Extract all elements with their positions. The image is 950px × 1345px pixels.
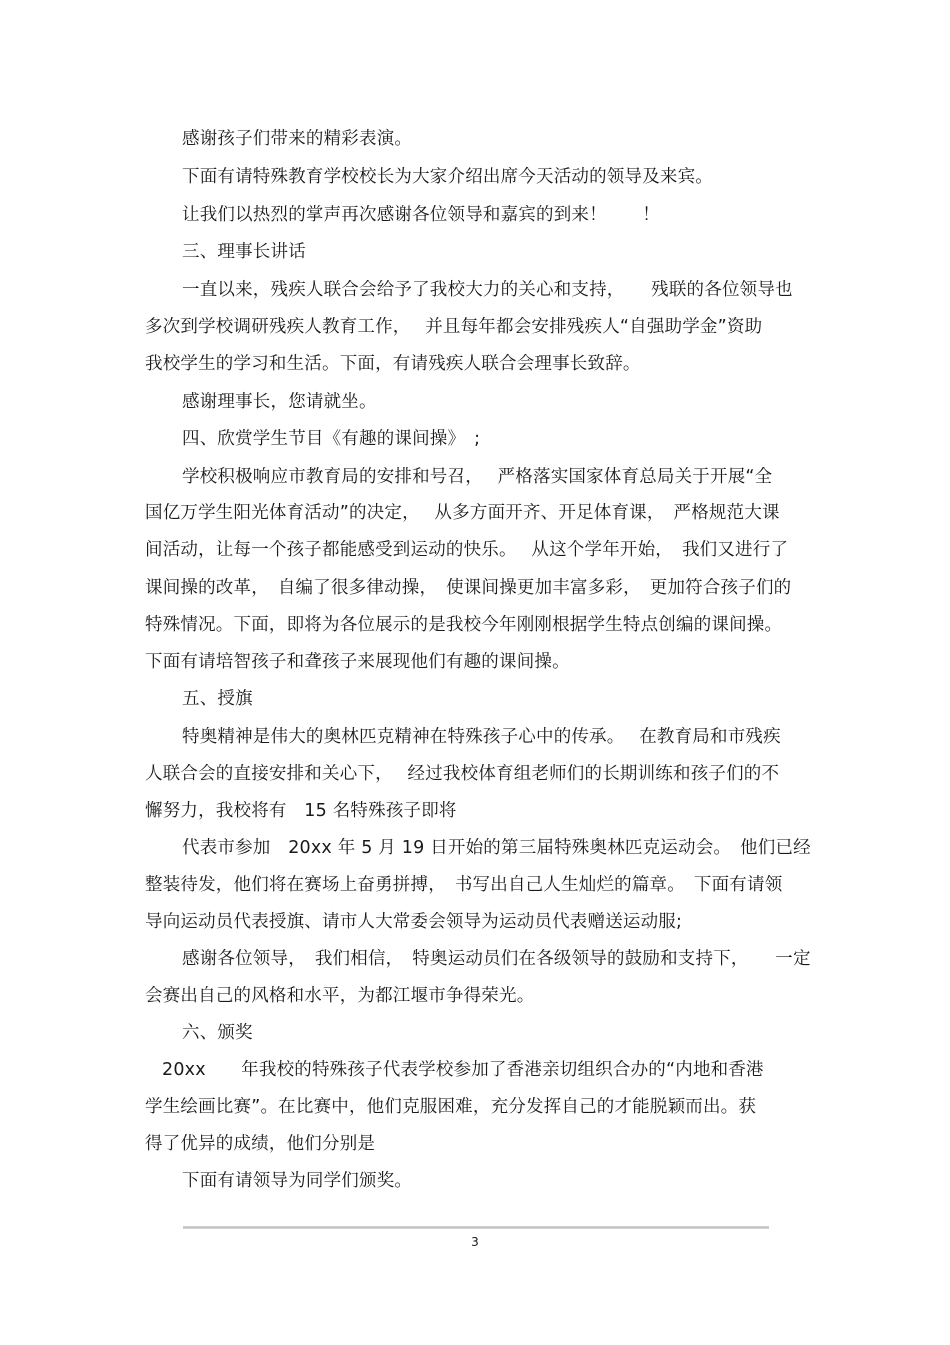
page-number: 3: [471, 1235, 479, 1249]
text-line: 导向运动员代表授旗、请市人大常委会领导为运动员代表赠送运动服;: [145, 912, 683, 932]
section-heading: 三、理事长讲话: [182, 242, 306, 262]
text-line: 让我们以热烈的掌声再次感谢各位领导和嘉宾的到来！ ！: [182, 205, 660, 225]
text-line: 课间操的改革， 自编了很多律动操， 使课间操更加丰富多彩， 更加符合孩子们的: [145, 578, 792, 598]
text-line: 特奥精神是伟大的奥林匹克精神在特殊孩子心中的传承。 在教育局和市残疾: [182, 727, 781, 747]
text-line: 感谢孩子们带来的精彩表演。: [182, 129, 413, 149]
section-heading: 四、欣赏学生节目《有趣的课间操》 ;: [182, 429, 481, 449]
text-line: 懈努力，我校将有 15 名特殊孩子即将: [145, 801, 457, 821]
text-line: 间活动，让每一个孩子都能感受到运动的快乐。 从这个学年开始， 我们又进行了: [145, 540, 789, 560]
text-line: 下面有请特殊教育学校校长为大家介绍出席今天活动的领导及来宾。: [182, 167, 713, 187]
footer-divider: [183, 1226, 769, 1229]
text-line: 国亿万学生阳光体育活动”的决定， 从多方面开齐、开足体育课， 严格规范大课: [145, 503, 780, 523]
text-line: 下面有请领导为同学们颁奖。: [182, 1171, 413, 1191]
text-line: 20xx 年我校的特殊孩子代表学校参加了香港亲切组织合办的“内地和香港: [162, 1060, 764, 1080]
text-line: 下面有请培智孩子和聋孩子来展现他们有趣的课间操。: [145, 652, 570, 672]
text-line: 得了优异的成绩，他们分别是: [145, 1134, 376, 1154]
text-line: 感谢各位领导， 我们相信， 特奥运动员们在各级领导的鼓励和支持下， 一定: [182, 949, 811, 969]
text-line: 人联合会的直接安排和关心下， 经过我校体育组老师们的长期训练和孩子们的不: [145, 764, 780, 784]
text-line: 一直以来，残疾人联合会给予了我校大力的关心和支持， 残联的各位领导也: [182, 280, 793, 300]
section-heading: 五、授旗: [182, 689, 253, 709]
text-line: 学校积极响应市教育局的安排和号召， 严格落实国家体育总局关于开展“全: [182, 467, 773, 487]
text-line: 我校学生的学习和生活。下面，有请残疾人联合会理事长致辞。: [145, 354, 641, 374]
section-heading: 六、颁奖: [182, 1023, 253, 1043]
text-line: 整装待发，他们将在赛场上奋勇拼搏， 书写出自己人生灿烂的篇章。 下面有请领: [145, 875, 783, 895]
text-line: 会赛出自己的风格和水平，为都江堰市争得荣光。: [145, 986, 535, 1006]
text-line: 感谢理事长，您请就坐。: [182, 392, 377, 412]
text-line: 特殊情况。下面，即将为各位展示的是我校今年刚刚根据学生特点创编的课间操。: [145, 615, 783, 635]
text-line: 学生绘画比赛”。在比赛中，他们克服困难，充分发挥自己的才能脱颖而出。获: [145, 1097, 757, 1117]
text-line: 代表市参加 20xx 年 5 月 19 日开始的第三届特殊奥林匹克运动会。 他们已经: [182, 838, 811, 858]
text-line: 多次到学校调研残疾人教育工作， 并且每年都会安排残疾人“自强助学金”资助: [145, 317, 763, 337]
